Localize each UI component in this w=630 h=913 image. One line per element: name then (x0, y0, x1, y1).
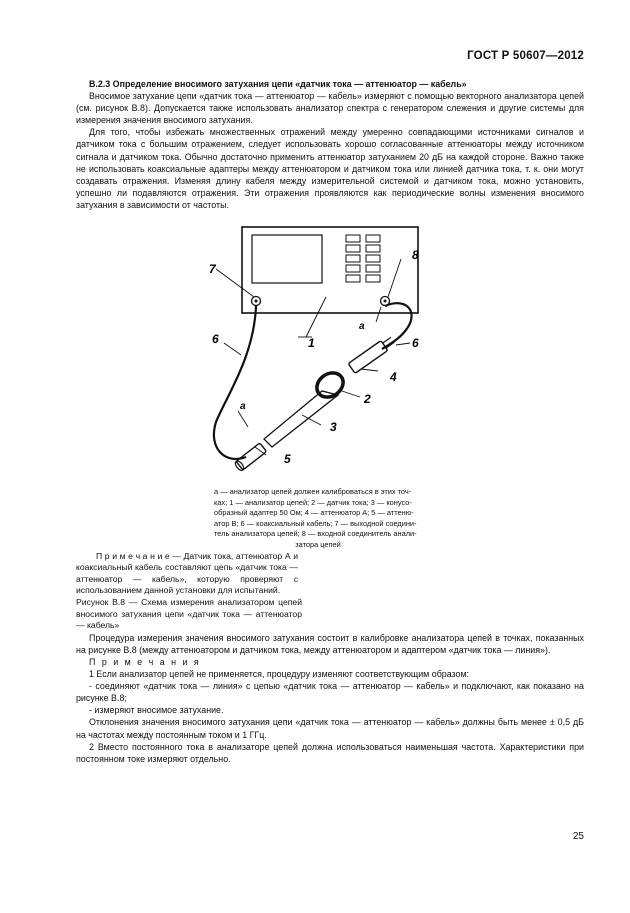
legend-line: атор В; 6 — коаксиальный кабель; 7 — выходной соедини- (214, 518, 417, 528)
figure-b8-diagram (76, 217, 584, 487)
label-6-left: 6 (212, 332, 219, 347)
legend-line: образный адаптер 50 Ом; 4 — аттенюатор А; 5 — аттеню- (214, 508, 414, 518)
label-5: 5 (284, 452, 291, 467)
figure-caption: Рисунок В.8 — Схема измерения анализатором цепей вносимого затухания цепи «датчик тока — аттенюатор — кабель» (76, 596, 302, 631)
figure-legend (214, 487, 422, 551)
measurement-schematic (76, 217, 584, 487)
analyzer-screen (252, 235, 322, 283)
label-8: 8 (412, 248, 419, 263)
paragraph-1: Вносимое затухание цепи «датчик тока — аттенюатор — кабель» измеряют с помощью векторного анализатора цепей (см. рисунок В.8). Допускается также использовать анализатор спектра с генератором слежения и другие системы для измерения значения вносимого затухания. (76, 91, 584, 126)
label-7: 7 (209, 262, 216, 277)
label-2: 2 (364, 392, 371, 407)
legend-line: а — анализатор цепей должен калиброваться в этих точ- (214, 487, 412, 497)
note-1-deviation: Отклонения значения вносимого затухания цепи «датчик тока — аттенюатор — кабель» должны быть менее ± 0,5 дБ на частотах между постоянным током и 1 ГГц. (76, 717, 584, 740)
coax-cable-right (382, 303, 412, 349)
procedure-paragraph: Процедура измерения значения вносимого затухания состоит в калибровке анализатора цепей в точках, показанных на рисунке В.8 (между аттенюатором и датчиком тока, между аттенюатором и адаптером «датчик тока — линия»). (76, 632, 584, 655)
document-header: ГОСТ Р 50607—2012 (467, 50, 584, 62)
legend-line: тель анализатора цепей; 8 — входной соединитель анали- (214, 529, 417, 539)
analyzer-buttons (346, 235, 380, 282)
notes-heading: П р и м е ч а н и я (89, 656, 201, 667)
label-4: 4 (390, 370, 397, 385)
cone-adapter (264, 391, 338, 447)
page-number: 25 (572, 831, 584, 842)
page-content (76, 78, 584, 765)
label-3: 3 (330, 420, 337, 435)
network-analyzer-box (242, 227, 418, 313)
attenuator-b (234, 443, 267, 472)
note-1: 1 Если анализатор цепей не применяется, процедуру изменяют соответствующим образом: (89, 669, 470, 680)
figure-note: П р и м е ч а н и е — Датчик тока, аттенюатор А и коаксиальный кабель составляют цепь «датчик тока — аттенюатор — кабель», которую проверяют с использованием данной установки для испытаний. (76, 550, 298, 596)
note-1-step-2: - измеряют вносимое затухание. (89, 705, 224, 716)
label-a-bottom: а (240, 401, 246, 413)
label-a-top: а (359, 321, 365, 333)
label-6-right: 6 (412, 336, 419, 351)
legend-line: ках; 1 — анализатор цепей; 2 — датчик тока; 3 — конусо- (214, 497, 412, 507)
note-2: 2 Вместо постоянного тока в анализаторе цепей должна использоваться наименьшая частота. Характеристики при постоянном токе измеряют отдельно. (76, 741, 584, 764)
legend-line: затора цепей (295, 540, 341, 549)
current-probe-ring (312, 368, 348, 402)
section-title: В.2.3 Определение вносимого затухания цепи «датчик тока — аттенюатор — кабель» (89, 79, 467, 89)
note-1-step-1: - соединяют «датчик тока — линия» с цепью «датчик тока — аттенюатор — кабель» и подключают, как показано на рисунке В.8; (76, 681, 584, 704)
coax-cable-left (214, 306, 256, 459)
attenuator-a (348, 335, 396, 374)
label-1: 1 (308, 336, 315, 351)
paragraph-2: Для того, чтобы избежать множественных отражений между умеренно совпадающими источниками сигналов и датчиком тока с большим отражением, следует использовать хорошо согласованные аттенюаторы между источником сигнала и датчиком тока. Обычно достаточно применить аттенюатор затуханием 20 дБ на каждой стороне. Важно также не использовать коаксиальные адаптеры между аттенюатором и датчиком тока или линией датчика тока, т. к. они могут создавать отражения. Изменяя длину кабеля между измерительной системой и датчиком тока, можно установить, успешно ли подавляются отражения. Эти отражения проявляются как периодические волны изменения вносимого затухания в зависимости от частоты. (76, 127, 584, 210)
